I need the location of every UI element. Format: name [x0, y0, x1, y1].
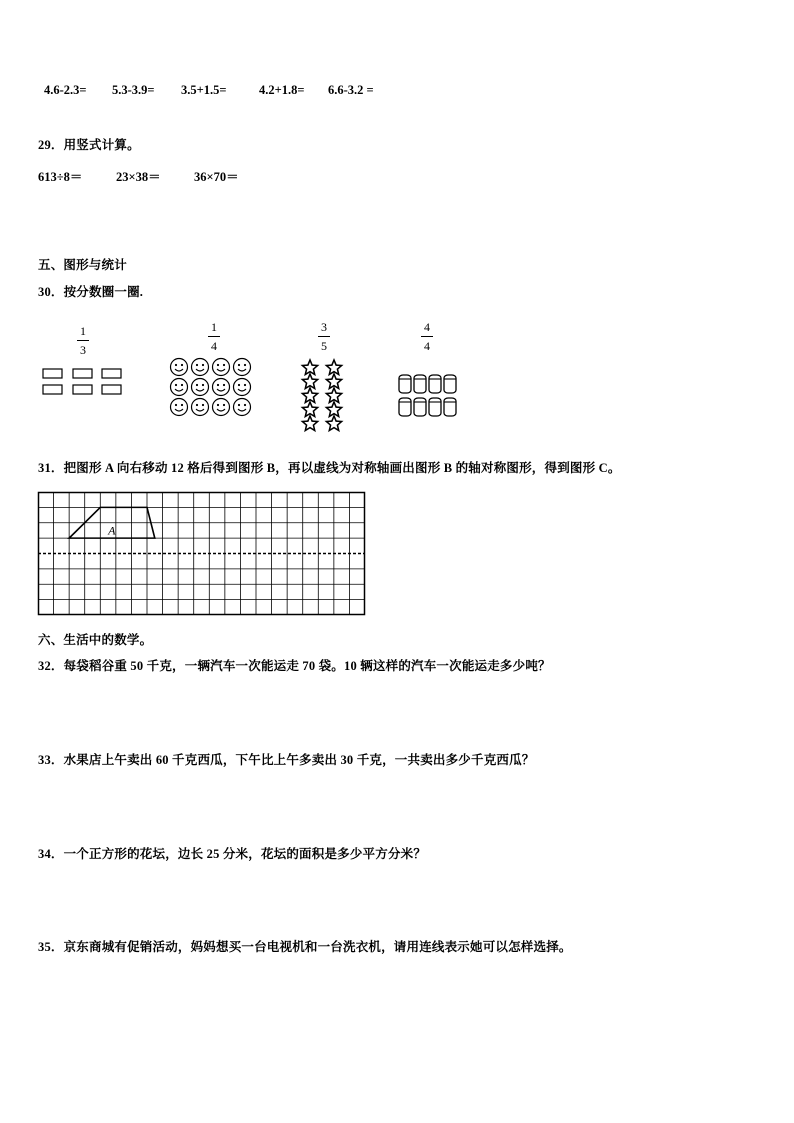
smiley-icon	[213, 379, 230, 396]
smiley-icon	[213, 399, 230, 416]
shape-a-label: A	[108, 523, 116, 538]
denominator: 3	[80, 343, 86, 357]
section-6-heading: 六、生活中的数学。	[38, 633, 153, 647]
numerator: 1	[211, 320, 217, 334]
rectangle-icon	[102, 369, 121, 378]
question-32-title: 32．每袋稻谷重 50 千克，一辆汽车一次能运走 70 袋。10 辆这样的汽车一次能运走多少吨？	[38, 659, 551, 673]
rectangle-icon	[102, 385, 121, 394]
fraction-4-4	[421, 320, 433, 353]
rectangle-group	[42, 367, 122, 399]
cylinder-icon	[429, 375, 441, 393]
smiley-icon	[192, 359, 209, 376]
cylinder-icon	[414, 375, 426, 393]
fraction-1-3	[77, 324, 89, 357]
cylinder-icon	[399, 375, 411, 393]
smiley-icon	[192, 379, 209, 396]
smiley-icon	[171, 379, 188, 396]
question-34-title: 34．一个正方形的花坛，边长 25 分米，花坛的面积是多少平方分米？	[38, 847, 427, 861]
smiley-group	[168, 357, 254, 417]
cylinder-group	[397, 373, 461, 421]
rectangle-icon	[73, 385, 92, 394]
rectangle-icon	[73, 369, 92, 378]
star-icon	[324, 414, 343, 432]
star-group	[296, 358, 352, 434]
denominator: 5	[321, 339, 327, 353]
fraction-1-4	[208, 320, 220, 353]
question-31-title: 31．把图形 A 向右移动 12 格后得到图形 B，再以虚线为对称轴画出图形 B 的轴对称图形，得到图形 C。	[38, 461, 621, 475]
denominator: 4	[211, 339, 217, 353]
expression-4: 4.2+1.8=	[259, 83, 305, 97]
rectangle-icon	[43, 369, 62, 378]
numerator: 3	[321, 320, 327, 334]
smiley-icon	[234, 379, 251, 396]
denominator: 4	[424, 339, 430, 353]
expression-3: 3.5+1.5=	[181, 83, 227, 97]
rectangle-icon	[43, 385, 62, 394]
cylinder-icon	[444, 375, 456, 393]
numerator: 4	[424, 320, 430, 334]
smiley-icon	[171, 359, 188, 376]
grid-paper	[38, 492, 366, 616]
section-5-heading: 五、图形与统计	[38, 258, 127, 272]
numerator: 1	[80, 324, 86, 338]
expression-2: 5.3-3.9=	[112, 83, 155, 97]
smiley-icon	[234, 399, 251, 416]
cylinder-icon	[429, 398, 441, 416]
smiley-icon	[213, 359, 230, 376]
q29-expression-3: 36×70＝	[194, 170, 239, 184]
q29-expression-2: 23×38＝	[116, 170, 161, 184]
expression-5: 6.6-3.2 =	[328, 83, 374, 97]
smiley-icon	[234, 359, 251, 376]
star-icon	[300, 414, 319, 432]
question-30-title: 30．按分数圈一圈.	[38, 285, 144, 299]
smiley-icon	[192, 399, 209, 416]
question-35-title: 35．京东商城有促销活动，妈妈想买一台电视机和一台洗衣机，请用连线表示她可以怎样选择。	[38, 940, 572, 954]
cylinder-icon	[399, 398, 411, 416]
smiley-icon	[171, 399, 188, 416]
q29-expression-1: 613÷8＝	[38, 170, 83, 184]
fraction-3-5	[318, 320, 330, 353]
question-33-title: 33．水果店上午卖出 60 千克西瓜，下午比上午多卖出 30 千克，一共卖出多少千克西瓜？	[38, 753, 535, 767]
cylinder-icon	[414, 398, 426, 416]
cylinder-icon	[444, 398, 456, 416]
expression-1: 4.6-2.3=	[44, 83, 87, 97]
question-29-title: 29．用竖式计算。	[38, 138, 140, 152]
